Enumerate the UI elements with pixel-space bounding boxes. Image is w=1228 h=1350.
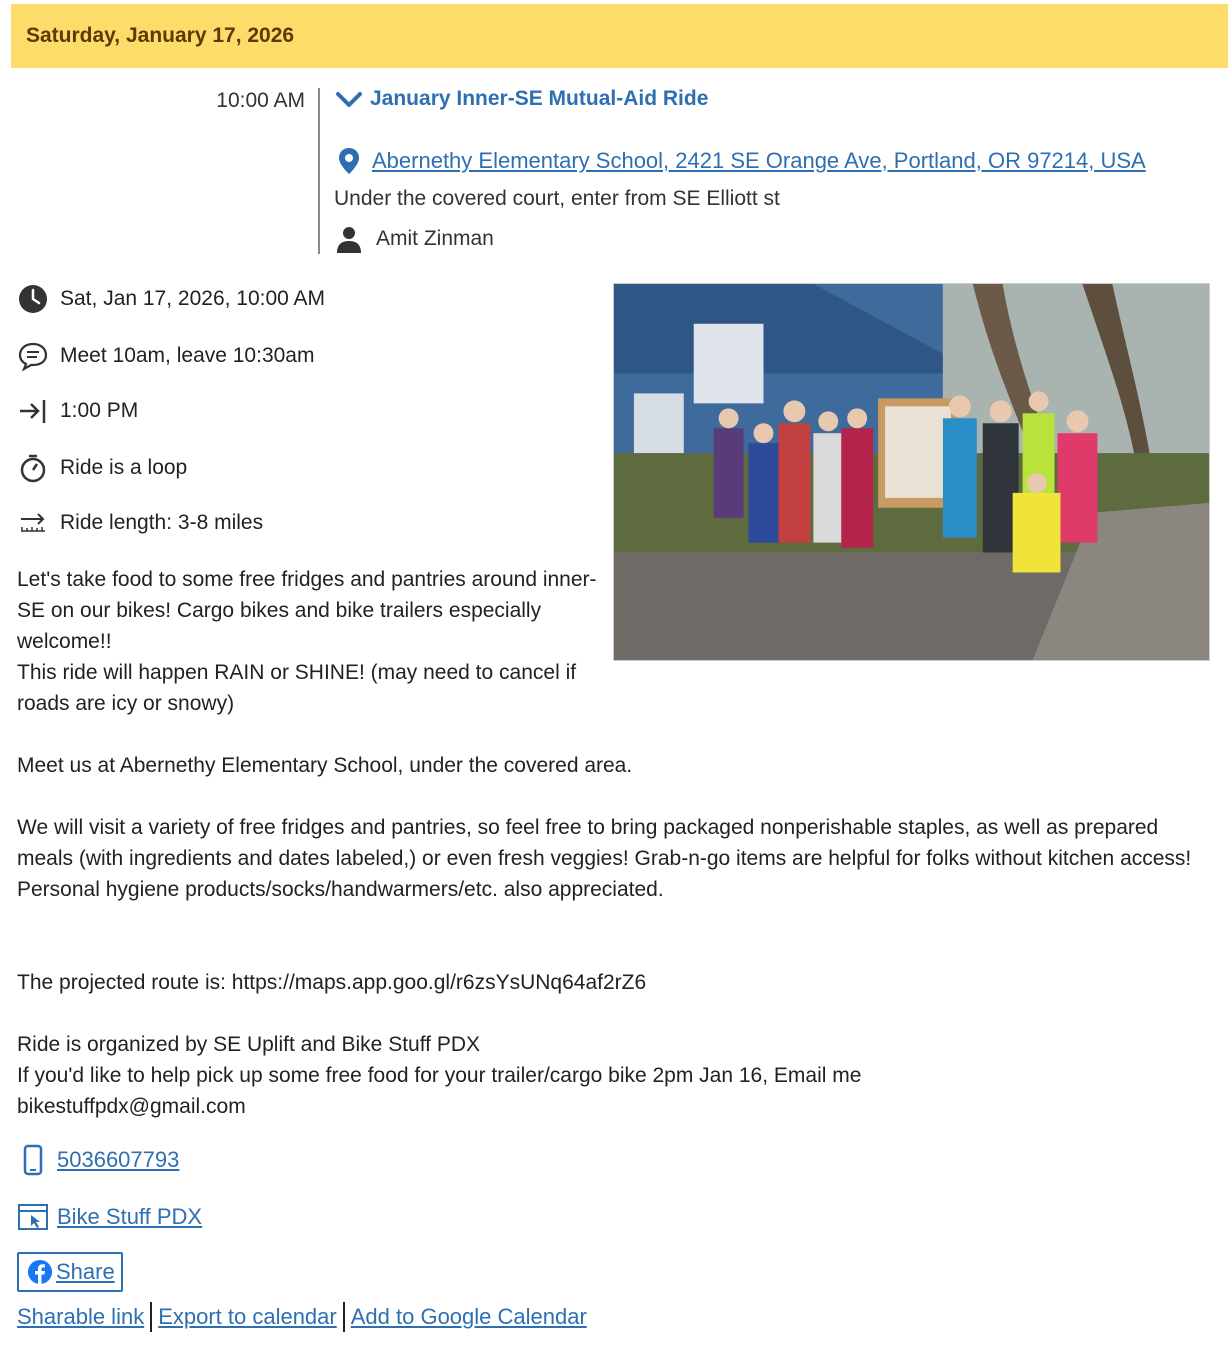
length-text: Ride length: 3-8 miles bbox=[60, 511, 264, 534]
ruler-arrow-icon bbox=[17, 507, 49, 539]
website-row[interactable] bbox=[17, 1201, 202, 1233]
loop-timer-icon bbox=[17, 452, 49, 484]
event-description bbox=[17, 564, 1207, 1122]
event-title-row[interactable] bbox=[334, 84, 708, 114]
description-p2: This ride will happen RAIN or SHINE! (may need to cancel if roads are icy or snowy) bbox=[17, 661, 577, 715]
length-row bbox=[17, 507, 263, 539]
person-icon bbox=[334, 224, 364, 254]
location-link[interactable]: Abernethy Elementary School, 2421 SE Orange Ave, Portland, OR 97214, USA bbox=[372, 148, 1146, 173]
description-p7: If you'd like to help pick up some free food for your trailer/cargo bike 2pm Jan 16, Email me bikestuffpdx@gmail.com bbox=[17, 1064, 862, 1118]
loop-text: Ride is a loop bbox=[60, 456, 188, 479]
link-separator bbox=[343, 1302, 345, 1332]
phone-link[interactable]: 5036607793 bbox=[57, 1147, 180, 1172]
location-note: Under the covered court, enter from SE Elliott st bbox=[334, 187, 780, 210]
time-details-row bbox=[17, 340, 314, 372]
datetime-row bbox=[17, 283, 325, 315]
clock-icon bbox=[17, 283, 49, 315]
arrow-to-end-icon bbox=[17, 395, 49, 427]
export-calendar-link[interactable]: Export to calendar bbox=[158, 1304, 337, 1329]
description-p1: Let's take food to some free fridges and pantries around inner-SE on our bikes! Cargo bikes and bike trailers especially welcome!! bbox=[17, 568, 597, 653]
description-p5: The projected route is: https://maps.app.goo.gl/r6zsYsUNq64af2rZ6 bbox=[17, 971, 647, 994]
end-time-row bbox=[17, 395, 138, 427]
link-separator bbox=[150, 1302, 152, 1332]
date-header-text: Saturday, January 17, 2026 bbox=[26, 24, 295, 47]
chat-bubble-icon bbox=[17, 340, 49, 372]
web-cursor-icon bbox=[17, 1201, 49, 1233]
bottom-links bbox=[17, 1302, 587, 1332]
description-p6: Ride is organized by SE Uplift and Bike Stuff PDX bbox=[17, 1033, 481, 1056]
website-link[interactable]: Bike Stuff PDX bbox=[57, 1204, 203, 1229]
sharable-link[interactable]: Sharable link bbox=[17, 1304, 145, 1329]
organizer-row bbox=[334, 224, 494, 254]
date-header bbox=[11, 4, 1228, 68]
time-details-text: Meet 10am, leave 10:30am bbox=[60, 344, 315, 367]
facebook-icon bbox=[27, 1259, 53, 1285]
google-calendar-link[interactable]: Add to Google Calendar bbox=[350, 1304, 587, 1329]
share-label[interactable]: Share bbox=[56, 1259, 115, 1284]
location-row[interactable] bbox=[334, 146, 1146, 176]
description-p4: We will visit a variety of free fridges and pantries, so feel free to bring packaged nonperishable staples, as well as prepared meals (with ingredients and dates labeled,) or even fresh veggies! Grab-n-go items are helpful for folks without kitchen access! Personal hygiene products/socks/handwarmers/etc. also appreciated. bbox=[17, 816, 1192, 901]
loop-row bbox=[17, 452, 187, 484]
facebook-share-button[interactable] bbox=[17, 1252, 123, 1292]
organizer-name: Amit Zinman bbox=[376, 227, 494, 250]
end-time-text: 1:00 PM bbox=[60, 399, 139, 422]
datetime-text: Sat, Jan 17, 2026, 10:00 AM bbox=[60, 287, 326, 310]
chevron-down-icon[interactable] bbox=[334, 84, 364, 114]
description-p3: Meet us at Abernethy Elementary School, under the covered area. bbox=[17, 754, 633, 777]
event-time: 10:00 AM bbox=[216, 89, 305, 112]
event-title[interactable]: January Inner-SE Mutual-Aid Ride bbox=[370, 87, 709, 110]
map-pin-icon bbox=[334, 146, 364, 176]
divider-line bbox=[318, 88, 320, 254]
phone-row[interactable] bbox=[17, 1144, 179, 1176]
phone-icon bbox=[17, 1144, 49, 1176]
